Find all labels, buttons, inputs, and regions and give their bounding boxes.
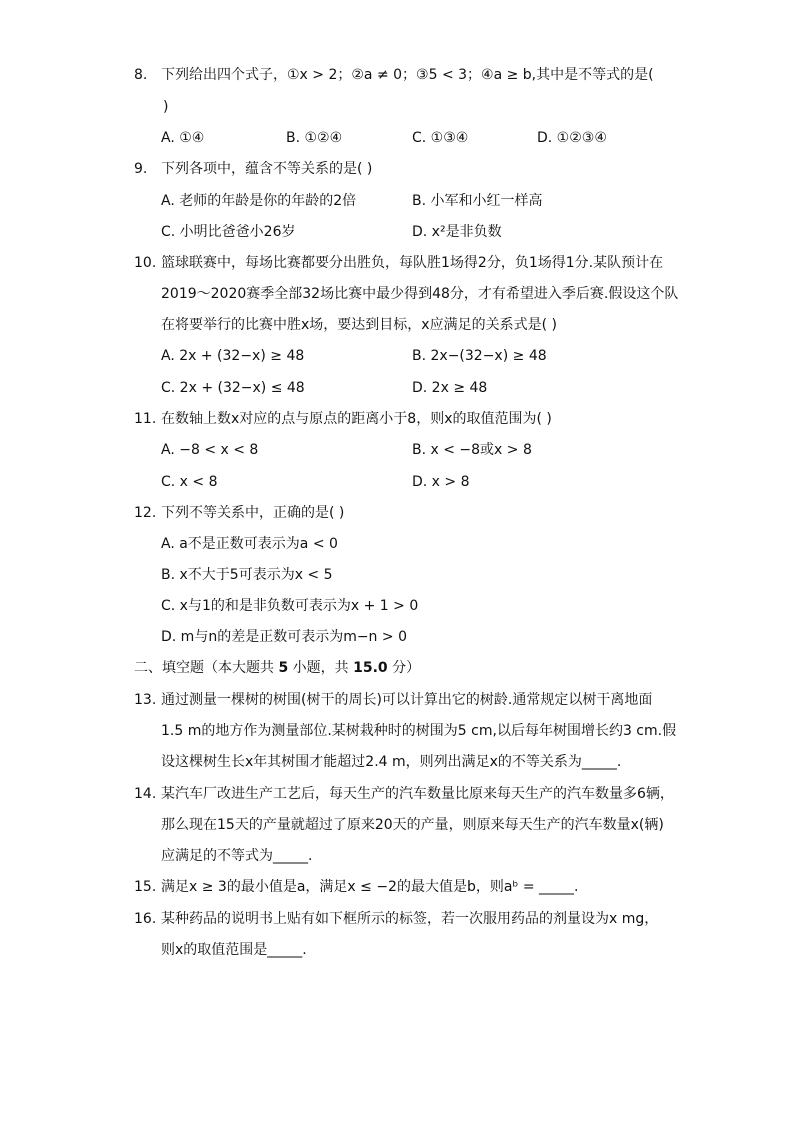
q10-stem-line1: 篮球联赛中，每场比赛都要分出胜负，每队胜1场得2分，负1场得1分.某队预计在 [161, 255, 664, 271]
q8-option-a: A. ①④ [161, 130, 205, 146]
q10-stem-line2: 2019～2020赛季全部32场比赛中最少得到48分，才有希望进入季后赛.假设这个队 [161, 286, 679, 302]
q11-option-d: D. x > 8 [412, 474, 470, 490]
q16-number: 16. [134, 911, 157, 927]
q9-number: 9. [134, 161, 148, 177]
section-heading-mid: 小题，共 [288, 660, 354, 676]
q10-number: 10. [134, 255, 157, 271]
q8-stem-line1: 下列给出四个式子，①x > 2；②a ≠ 0；③5 < 3；④a ≥ b,其中是不等式的是( [161, 67, 654, 83]
q11-stem: 在数轴上数x对应的点与原点的距离小于8，则x的取值范围为( ) [161, 411, 552, 427]
q12-option-b: B. x不大于5可表示为x < 5 [161, 567, 333, 583]
q8-option-b: B. ①②④ [286, 130, 343, 146]
q13-stem-line3: 设这棵树生长x年其树围才能超过2.4 m，则列出满足x的不等关系为_____. [161, 754, 622, 770]
q12-option-a: A. a不是正数可表示为a < 0 [161, 536, 338, 552]
q12-stem: 下列不等关系中，正确的是( ) [161, 505, 345, 521]
q16-stem-line1: 某种药品的说明书上贴有如下框所示的标签，若一次服用药品的剂量设为x mg， [161, 911, 659, 927]
q14-stem-line1: 某汽车厂改进生产工艺后，每天生产的汽车数量比原来每天生产的汽车数量多6辆， [161, 786, 674, 802]
q12-option-d: D. m与n的差是正数可表示为m−n > 0 [161, 629, 407, 645]
q9-stem: 下列各项中，蕴含不等关系的是( ) [161, 161, 373, 177]
q11-number: 11. [134, 411, 157, 427]
q15-number: 15. [134, 879, 157, 895]
q10-option-b: B. 2x−(32−x) ≥ 48 [412, 348, 547, 364]
q13-number: 13. [134, 692, 157, 708]
q15-stem: 满足x ≥ 3的最小值是a，满足x ≤ −2的最大值是b，则aᵇ = _____. [161, 879, 579, 895]
q14-stem-line2: 那么现在15天的产量就超过了原来20天的产量，则原来每天生产的汽车数量x(辆) [161, 817, 664, 833]
q10-stem-line3: 在将要举行的比赛中胜x场，要达到目标，x应满足的关系式是( ) [161, 317, 557, 333]
section-heading [134, 658, 420, 678]
section-heading-suffix: 分） [387, 660, 421, 676]
q10-option-a: A. 2x + (32−x) ≥ 48 [161, 348, 305, 364]
q12-number: 12. [134, 505, 157, 521]
q8-option-d: D. ①②③④ [537, 130, 607, 146]
section-question-count: 5 [278, 660, 289, 676]
q11-option-a: A. −8 < x < 8 [161, 442, 259, 458]
section-total-score: 15.0 [353, 660, 388, 676]
q10-option-c: C. 2x + (32−x) ≤ 48 [161, 380, 305, 396]
q9-option-c: C. 小明比爸爸小26岁 [161, 224, 296, 240]
q11-option-b: B. x < −8或x > 8 [412, 442, 532, 458]
q9-option-a: A. 老师的年龄是你的年龄的2倍 [161, 193, 357, 209]
q13-stem-line1: 通过测量一棵树的树围(树干的周长)可以计算出它的树龄.通常规定以树干离地面 [161, 692, 653, 708]
q9-option-b: B. 小军和小红一样高 [412, 193, 543, 209]
q9-option-d: D. x²是非负数 [412, 224, 502, 240]
q12-option-c: C. x与1的和是非负数可表示为x + 1 > 0 [161, 598, 419, 614]
q8-stem-line2: ) [163, 99, 169, 115]
q13-stem-line2: 1.5 m的地方作为测量部位.某树栽种时的树围为5 cm,以后每年树围增长约3 cm.假 [161, 723, 677, 739]
q8-number: 8. [134, 67, 148, 83]
q14-number: 14. [134, 786, 157, 802]
q16-stem-line2: 则x的取值范围是_____. [161, 942, 307, 958]
q14-stem-line3: 应满足的不等式为_____. [161, 848, 313, 864]
q8-option-c: C. ①③④ [412, 130, 469, 146]
q11-option-c: C. x < 8 [161, 474, 218, 490]
section-heading-prefix: 二、填空题（本大题共 [134, 660, 279, 676]
q10-option-d: D. 2x ≥ 48 [412, 380, 488, 396]
